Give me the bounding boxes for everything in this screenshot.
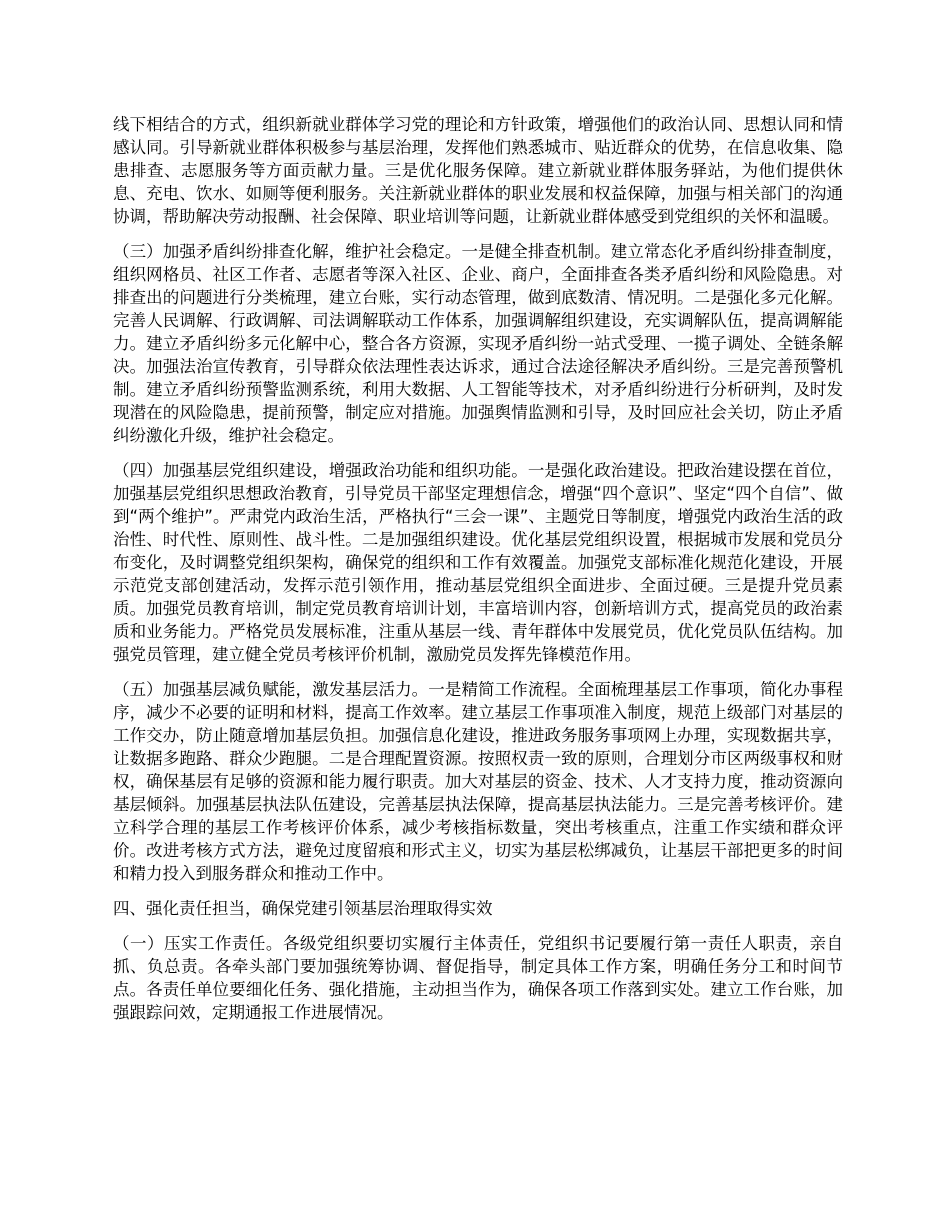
paragraph-party-organization-building: （四）加强基层党组织建设，增强政治功能和组织功能。一是强化政治建设。把政治建设摆在首位，加强基层党组织思想政治教育，引导党员干部坚定理想信念，增强“四个意识”、坚定“四个自信”、做到“两个维护”。严肃党内政治生活，严格执行“三会一课”、主题党日等制度，增强党内政治生活的政治性、时代性、原则性、战斗性。二是加强组织建设。优化基层党组织设置，根据城市发展和党员分布变化，及时调整党组织架构，确保党的组织和工作有效覆盖。加强党支部标准化规范化建设，开展示范党支部创建活动，发挥示范引领作用，推动基层党组织全面进步、全面过硬。三是提升党员素质。加强党员教育培训，制定党员教育培训计划，丰富培训内容，创新培训方式，提高党员的政治素质和业务能力。严格党员发展标准，注重从基层一线、青年群体中发展党员，优化党员队伍结构。加强党员管理，建立健全党员考核评价机制，激励党员发挥先锋模范作用。	[113, 461, 843, 664]
document-page	[113, 113, 843, 1036]
section-heading: 四、强化责任担当，确保党建引领基层治理取得实效	[113, 899, 493, 918]
paragraph-dispute-resolution: （三）加强矛盾纠纷排查化解，维护社会稳定。一是健全排查机制。建立常态化矛盾纠纷排查制度，组织网格员、社区工作者、志愿者等深入社区、企业、商户，全面排查各类矛盾纠纷和风险隐患。对排查出的问题进行分类梳理，建立台账，实行动态管理，做到底数清、情况明。二是强化多元化解。完善人民调解、行政调解、司法调解联动工作体系，加强调解组织建设，充实调解队伍，提高调解能力。建立矛盾纠纷多元化解中心，整合各方资源，实现矛盾纠纷一站式受理、一揽子调处、全链条解决。加强法治宣传教育，引导群众依法理性表达诉求，通过合法途径解决矛盾纠纷。三是完善预警机制。建立矛盾纠纷预警监测系统，利用大数据、人工智能等技术，对矛盾纠纷进行分析研判，及时发现潜在的风险隐患，提前预警，制定应对措施。加强舆情监测和引导，及时回应社会关切，防止矛盾纠纷激化升级，维护社会稳定。	[113, 242, 843, 445]
paragraph-work-responsibility: （一）压实工作责任。各级党组织要切实履行主体责任，党组织书记要履行第一责任人职责，亲自抓、负总责。各牵头部门要加强统筹协调、督促指导，制定具体工作方案，明确任务分工和时间节点。各责任单位要细化任务、强化措施，主动担当作为，确保各项工作落到实处。建立工作台账，加强跟踪问效，定期通报工作进展情况。	[113, 934, 843, 1022]
paragraph-new-employment-groups: 线下相结合的方式，组织新就业群体学习党的理论和方针政策，增强他们的政治认同、思想认同和情感认同。引导新就业群体积极参与基层治理，发挥他们熟悉城市、贴近群众的优势，在信息收集、隐患排查、志愿服务等方面贡献力量。三是优化服务保障。建立新就业群体服务驿站，为他们提供休息、充电、饮水、如厕等便利服务。关注新就业群体的职业发展和权益保障，加强与相关部门的沟通协调，帮助解决劳动报酬、社会保障、职业培训等问题，让新就业群体感受到党组织的关怀和温暖。	[113, 115, 843, 226]
paragraph-burden-reduction: （五）加强基层减负赋能，激发基层活力。一是精简工作流程。全面梳理基层工作事项，简化办事程序，减少不必要的证明和材料，提高工作效率。建立基层工作事项准入制度，规范上级部门对基层的工作交办，防止随意增加基层负担。加强信息化建设，推进政务服务事项网上办理，实现数据共享，让数据多跑路、群众少跑腿。二是合理配置资源。按照权责一致的原则，合理划分市区两级事权和财权，确保基层有足够的资源和能力履行职责。加大对基层的资金、技术、人才支持力度，推动资源向基层倾斜。加强基层执法队伍建设，完善基层执法保障，提高基层执法能力。三是完善考核评价。建立科学合理的基层工作考核评价体系，减少考核指标数量，突出考核重点，注重工作实绩和群众评价。改进考核方式方法，避免过度留痕和形式主义，切实为基层松绑减负，让基层干部把更多的时间和精力投入到服务群众和推动工作中。	[113, 680, 843, 883]
